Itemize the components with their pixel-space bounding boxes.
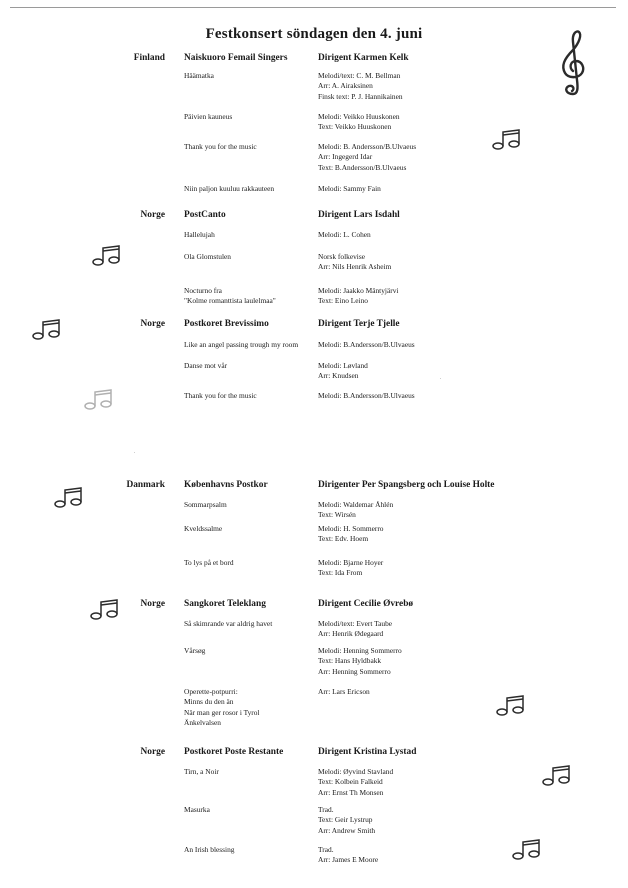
choir-name: Naiskuoro Femail Singers xyxy=(184,53,288,63)
song-credits xyxy=(318,340,415,350)
song-title: Danse mot vår xyxy=(184,361,228,370)
song-title: Sommarpsalm xyxy=(184,500,227,509)
credit-line: Melodi: H. Sommerro xyxy=(318,524,384,533)
song-title: Nocturno fra "Kolme romanttista laulelmaa" xyxy=(184,286,276,306)
conductor-name: Dirigent Cecilie Øvrebø xyxy=(318,599,414,609)
song-title: Like an angel passing trough my room xyxy=(184,340,299,349)
song-title: Vårsøg xyxy=(184,646,206,655)
credit-line: Text: B.Andersson/B.Ulvaeus xyxy=(318,162,407,172)
credit-line: Text: Geir Lystrup xyxy=(318,815,373,825)
credit-line: Arr: Nils Henrik Asheim xyxy=(318,262,392,272)
credit-line: Text: Veikko Huuskonen xyxy=(318,122,392,132)
credit-line: Norsk folkevise xyxy=(318,252,366,261)
beamed-eighth-notes-icon xyxy=(490,128,522,150)
beamed-eighth-notes-icon xyxy=(30,318,62,340)
song-credits xyxy=(318,230,371,240)
song-credits xyxy=(318,687,370,697)
credit-line: Melodi/text: Evert Taube xyxy=(318,619,393,628)
conductor-name: Dirigent Kristina Lystad xyxy=(318,747,417,757)
choir-name: Københavns Postkor xyxy=(184,480,268,490)
song-credits xyxy=(318,361,368,382)
page-title: Festkonsert söndagen den 4. juni xyxy=(205,26,423,42)
beamed-eighth-notes-icon xyxy=(88,598,120,620)
credit-line: Arr: Andrew Smith xyxy=(318,825,376,835)
beamed-eighth-notes-icon xyxy=(540,764,572,786)
conductor-name: Dirigent Terje Tjelle xyxy=(318,319,400,329)
song-credits xyxy=(318,286,398,307)
credit-line: Melodi: Veikko Huuskonen xyxy=(318,112,400,121)
credit-line: Melodi/text: C. M. Bellman xyxy=(318,71,401,80)
song-title: Tirn, a Noir xyxy=(184,767,219,776)
country-label: Finland xyxy=(133,53,165,63)
credit-line: Arr: Henrik Ødegaard xyxy=(318,629,384,639)
song-title: Hallelujah xyxy=(184,230,215,239)
credit-line: Arr: Henning Sommerro xyxy=(318,666,391,676)
song-title: Häämatka xyxy=(184,71,214,80)
country-label: Norge xyxy=(140,319,165,329)
scan-speck xyxy=(440,378,441,379)
credit-line: Melodi: Sammy Fain xyxy=(318,184,381,193)
beamed-eighth-notes-icon xyxy=(82,388,114,410)
beamed-eighth-notes-icon xyxy=(52,486,84,508)
choir-name: Postkoret Brevissimo xyxy=(184,319,269,329)
country-label: Norge xyxy=(140,599,165,609)
song-title: An Irish blessing xyxy=(184,845,235,854)
song-title: Niin paljon kuuluu rakkauteen xyxy=(184,184,275,193)
country-label: Danmark xyxy=(126,480,165,490)
conductor-name: Dirigenter Per Spangsberg och Louise Holte xyxy=(318,480,495,490)
credit-line: Melodi: B.Andersson/B.Ulvaeus xyxy=(318,391,415,400)
song-title: Thank you for the music xyxy=(184,142,257,151)
credit-line: Melodi: Henning Sommerro xyxy=(318,646,402,655)
treble-clef-icon xyxy=(556,28,590,98)
song-title: To lys på et bord xyxy=(184,558,234,567)
credit-line: Melodi: Jaakko Mäntyjärvi xyxy=(318,286,399,295)
song-credits xyxy=(318,805,375,836)
credit-line: Text: Eino Leino xyxy=(318,296,368,306)
credit-line: Arr: Ingegerd Idar xyxy=(318,152,373,162)
song-credits xyxy=(318,71,403,102)
credit-line: Text: Ida From xyxy=(318,568,363,578)
song-title: Operette-potpurri: Minns du den än När man ger rosor i Tyrol Änkelvalsen xyxy=(184,687,260,728)
country-label: Norge xyxy=(140,210,165,220)
beamed-eighth-notes-icon xyxy=(90,244,122,266)
song-credits xyxy=(318,524,383,545)
song-credits xyxy=(318,619,392,640)
scan-speck xyxy=(134,452,135,453)
conductor-name: Dirigent Lars Isdahl xyxy=(318,210,400,220)
song-credits xyxy=(318,252,391,273)
choir-name: Sangkoret Teleklang xyxy=(184,599,266,609)
country-label: Norge xyxy=(140,747,165,757)
credit-line: Melodi: Øyvind Stavland xyxy=(318,767,394,776)
credit-line: Trad. xyxy=(318,805,334,814)
song-credits xyxy=(318,558,383,579)
song-title: Ola Glomstulen xyxy=(184,252,232,261)
credit-line: Arr: A. Airaksinen xyxy=(318,81,373,91)
song-title: Så skimrande var aldrig havet xyxy=(184,619,273,628)
credit-line: Text: Kolbein Falkeid xyxy=(318,777,383,787)
song-credits xyxy=(318,767,393,798)
credit-line: Melodi: Waldemar Åhlén xyxy=(318,500,394,509)
credit-line: Finsk text: P. J. Hannikainen xyxy=(318,91,403,101)
credit-line: Arr: Ernst Th Monsen xyxy=(318,787,384,797)
credit-line: Text: Wirsén xyxy=(318,510,356,520)
credit-line: Arr: Knudsen xyxy=(318,371,359,381)
beamed-eighth-notes-icon xyxy=(494,694,526,716)
song-credits xyxy=(318,112,400,133)
top-rule xyxy=(10,7,616,8)
song-credits xyxy=(318,646,402,677)
credit-line: Trad. xyxy=(318,845,334,854)
choir-name: PostCanto xyxy=(184,210,226,220)
credit-line: Melodi: Bjarne Hoyer xyxy=(318,558,384,567)
song-title: Masurka xyxy=(184,805,210,814)
song-credits xyxy=(318,500,393,521)
credit-line: Arr: Lars Ericson xyxy=(318,687,370,696)
beamed-eighth-notes-icon xyxy=(510,838,542,860)
credit-line: Text: Hans Hyldbakk xyxy=(318,656,382,666)
credit-line: Melodi: Løvland xyxy=(318,361,368,370)
credit-line: Text: Edv. Hoem xyxy=(318,534,369,544)
song-credits xyxy=(318,184,381,194)
credit-line: Melodi: B.Andersson/B.Ulvaeus xyxy=(318,340,415,349)
song-title: Päivien kauneus xyxy=(184,112,233,121)
song-credits xyxy=(318,845,378,866)
song-title: Thank you for the music xyxy=(184,391,257,400)
song-title: Kveldssalme xyxy=(184,524,223,533)
credit-line: Melodi: L. Cohen xyxy=(318,230,371,239)
song-credits xyxy=(318,142,416,173)
conductor-name: Dirigent Karmen Kelk xyxy=(318,53,409,63)
credit-line: Melodi: B. Andersson/B.Ulvaeus xyxy=(318,142,417,151)
choir-name: Postkoret Poste Restante xyxy=(184,747,284,757)
credit-line: Arr: James E Moore xyxy=(318,855,379,865)
song-credits xyxy=(318,391,415,401)
